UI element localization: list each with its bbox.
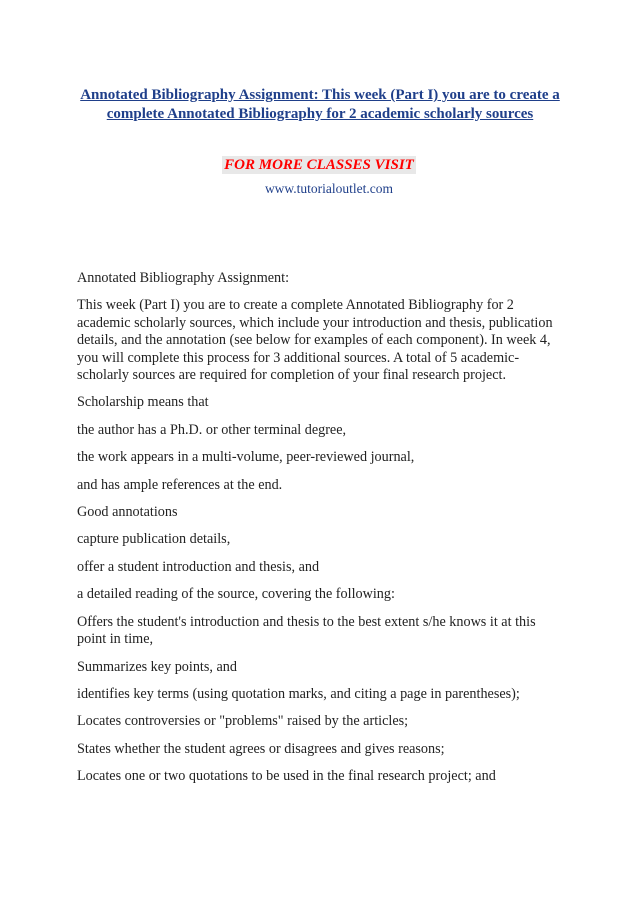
promo-link-row xyxy=(0,180,638,197)
paragraph: Locates one or two quotations to be used in the final research project; and xyxy=(77,768,496,785)
title-line-1: Annotated Bibliography Assignment: This week (Part I) you are to create a xyxy=(80,87,560,103)
paragraph: Offers the student's introduction and thesis to the best extent s/he knows it at this point in time, xyxy=(77,613,536,648)
paragraph: Scholarship means that xyxy=(77,394,209,411)
paragraph: identifies key terms (using quotation marks, and citing a page in parentheses); xyxy=(77,685,520,702)
paragraph: offer a student introduction and thesis, and xyxy=(77,558,320,575)
paragraph: Locates controversies or "problems" raised by the articles; xyxy=(77,713,409,730)
document-title xyxy=(78,86,562,124)
paragraph: Summarizes key points, and xyxy=(77,658,237,675)
paragraph-intro: This week (Part I) you are to create a complete Annotated Bibliography for 2 academic scholarly sources, which include your introduction and thesis, publication details, and the annotation (see below for examples of each component). In week 4, you will complete this process for 3 additional sources. A total of 5 academic-scholarly sources are required for completion of your final research project. xyxy=(77,297,553,384)
paragraph: capture publication details, xyxy=(77,531,231,548)
paragraph: the work appears in a multi-volume, peer-reviewed journal, xyxy=(77,449,415,466)
promo-heading-text: FOR MORE CLASSES VISIT xyxy=(224,157,414,173)
paragraph-heading: Annotated Bibliography Assignment: xyxy=(77,270,290,286)
document-body xyxy=(77,270,565,796)
paragraph: and has ample references at the end. xyxy=(77,476,283,493)
paragraph: Good annotations xyxy=(77,504,178,521)
paragraph: States whether the student agrees or disagrees and gives reasons; xyxy=(77,740,445,757)
title-line-2: complete Annotated Bibliography for 2 academic scholarly sources xyxy=(106,106,534,122)
paragraph: a detailed reading of the source, covering the following: xyxy=(77,586,395,603)
promo-heading xyxy=(0,156,638,174)
tutorial-outlet-link[interactable]: www.tutorialoutlet.com xyxy=(264,181,394,196)
paragraph: the author has a Ph.D. or other terminal degree, xyxy=(77,421,347,438)
